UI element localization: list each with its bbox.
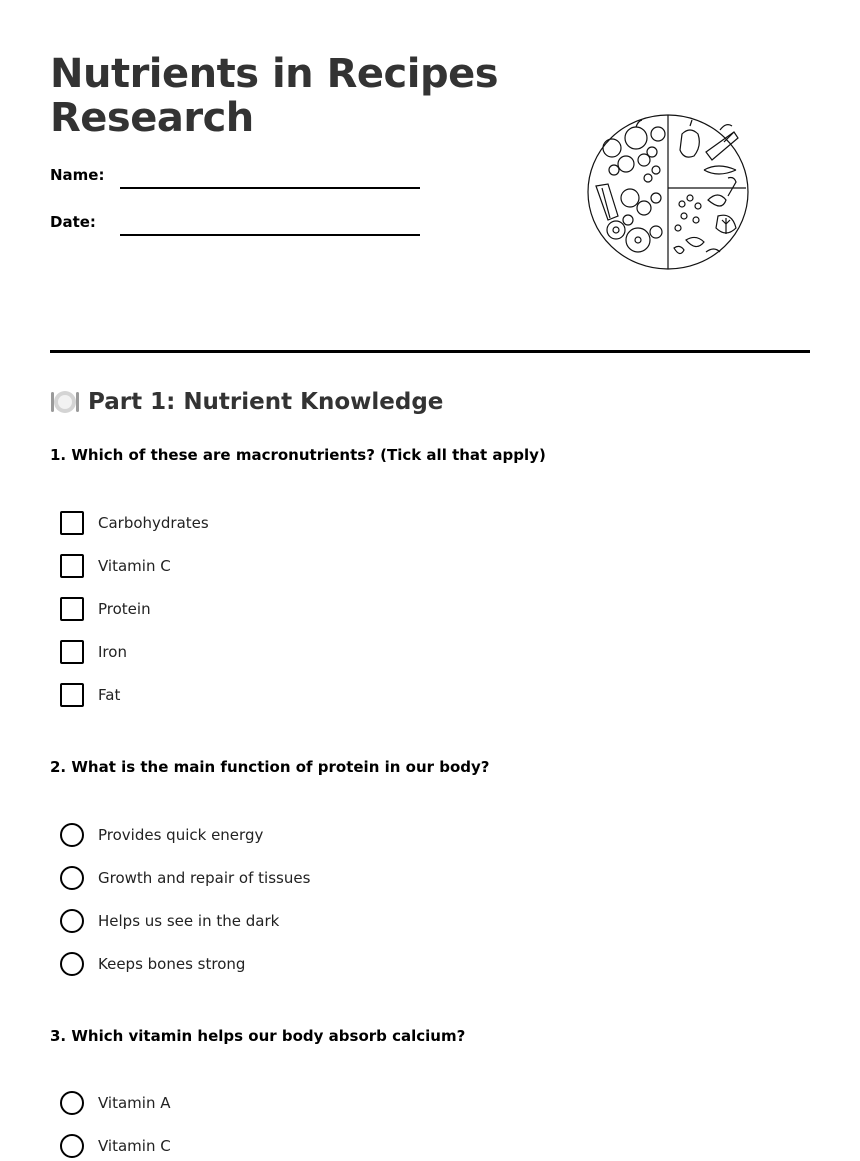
option-label: Vitamin C [98,557,171,575]
question-1-option[interactable] [60,554,171,578]
checkbox[interactable] [60,640,84,664]
option-label: Vitamin A [98,1094,171,1112]
radio-button[interactable] [60,1134,84,1158]
checkbox[interactable] [60,683,84,707]
question-2-option[interactable] [60,823,263,847]
question-2-text: 2. What is the main function of protein in our body? [50,758,490,776]
option-label: Keeps bones strong [98,955,246,973]
question-2-option[interactable] [60,952,245,976]
checkbox[interactable] [60,554,84,578]
radio-button[interactable] [60,866,84,890]
radio-button[interactable] [60,909,84,933]
option-label: Vitamin C [98,1137,171,1155]
name-field[interactable] [120,187,420,189]
part-1-heading [50,388,443,416]
option-label: Provides quick energy [98,826,264,844]
question-3-text: 3. Which vitamin helps our body absorb calcium? [50,1027,466,1045]
section-divider [50,350,810,353]
radio-button[interactable] [60,1091,84,1115]
option-label: Helps us see in the dark [98,912,280,930]
plate-cutlery-icon [50,388,80,416]
date-field[interactable] [120,234,420,236]
radio-button[interactable] [60,952,84,976]
part-1-title: Part 1: Nutrient Knowledge [88,389,444,415]
question-1-option[interactable] [60,511,209,535]
question-2-option[interactable] [60,909,279,933]
name-label: Name: [50,166,105,184]
question-1-option[interactable] [60,683,120,707]
option-label: Growth and repair of tissues [98,869,311,887]
question-2-option[interactable] [60,866,310,890]
option-label: Fat [98,686,121,704]
page-title: Nutrients in Recipes Research [50,51,499,141]
question-3-option[interactable] [60,1091,171,1115]
option-label: Carbohydrates [98,514,209,532]
option-label: Iron [98,643,127,661]
question-1-option[interactable] [60,640,127,664]
question-3-option[interactable] [60,1134,171,1158]
food-plate-illustration [586,112,750,272]
radio-button[interactable] [60,823,84,847]
checkbox[interactable] [60,597,84,621]
checkbox[interactable] [60,511,84,535]
question-1-text: 1. Which of these are macronutrients? (Tick all that apply) [50,446,546,464]
question-1-option[interactable] [60,597,151,621]
date-label: Date: [50,213,96,231]
option-label: Protein [98,600,151,618]
